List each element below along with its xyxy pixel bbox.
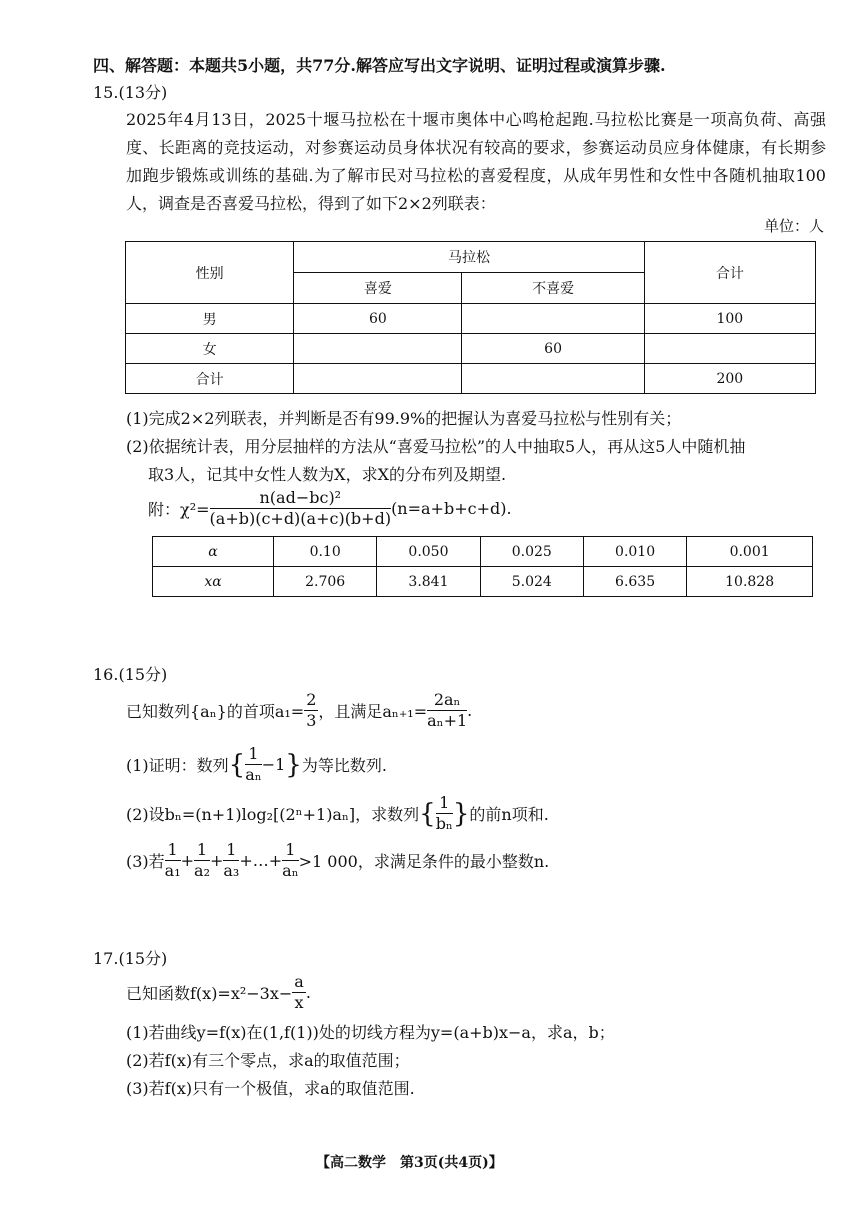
cell-dislike: 60 (462, 334, 644, 364)
row-label: xα (153, 567, 274, 597)
formula-fraction (210, 488, 392, 529)
cell-like: 60 (294, 304, 462, 334)
frac-den: a₂ (194, 861, 210, 880)
th-total: 合计 (644, 242, 815, 304)
q16-part1 (126, 744, 387, 785)
frac (165, 840, 181, 881)
frac-den: aₙ (245, 765, 262, 784)
frac-num: 1 (165, 840, 181, 861)
part-text: + (209, 851, 224, 870)
cell-total (644, 334, 815, 364)
part-text: −1 (261, 755, 286, 774)
part-text: (3)若 (126, 852, 165, 871)
q15-intro: 2025年4月13日，2025十堰马拉松在十堰市奥体中心鸣枪起跑.马拉松比赛是一项高负荷、高强度、长距离的竞技运动，对参赛运动员身体状况有较高的要求，参赛运动员应身体健康，有长期参加跑步锻炼或训练的基础.为了解市民对马拉松的喜爱程度，从成年男性和女性中各随机抽取100人，调查是否喜爱马拉松，得到了如下2×2列联表： (126, 110, 826, 213)
left-brace: { (419, 798, 436, 829)
frac-num: 1 (282, 840, 298, 861)
part-text: (1)证明：数列 (126, 756, 229, 775)
part-text: >1 000，求满足条件的最小整数n. (298, 852, 550, 871)
q16-stem-text: ，且满足aₙ₊₁= (318, 702, 428, 721)
table-cell: 0.10 (274, 537, 377, 567)
frac-num: 1 (223, 840, 239, 861)
th-like: 喜爱 (294, 273, 462, 304)
cell-like (294, 364, 462, 394)
frac-den: aₙ (282, 861, 299, 880)
q17-part2: (2)若f(x)有三个零点，求a的取值范围； (126, 1051, 410, 1070)
th-marathon: 马拉松 (294, 242, 644, 273)
table-cell: 0.050 (377, 537, 480, 567)
contingency-table (125, 241, 816, 394)
table-row (126, 364, 816, 394)
row-label: 合计 (126, 364, 294, 394)
table-row (153, 567, 813, 597)
frac (282, 840, 298, 881)
row-label: α (153, 537, 274, 567)
table-cell: 2.706 (274, 567, 377, 597)
table-row (153, 537, 813, 567)
right-brace: } (452, 798, 470, 829)
frac (292, 972, 306, 1013)
q15-part2-line1: (2)依据统计表，用分层抽样的方法从“喜爱马拉松”的人中抽取5人，再从这5人中随机抽 (126, 437, 746, 456)
frac (436, 793, 453, 834)
cell-dislike (462, 304, 644, 334)
part-text: 为等比数列. (301, 756, 387, 775)
chi-square-formula (148, 488, 512, 529)
part-text: (2)设bₙ=(n+1)log₂[(2ⁿ+1)aₙ]，求数列 (126, 805, 420, 824)
q17-part3: (3)若f(x)只有一个极值，求a的取值范围. (126, 1079, 415, 1098)
row-label: 女 (126, 334, 294, 364)
table-cell: 0.025 (480, 537, 583, 567)
part-text: 的前n项和. (469, 805, 549, 824)
critical-value-table (152, 536, 813, 597)
cell-total: 200 (644, 364, 815, 394)
part-text: + (180, 851, 195, 870)
q16-stem-text: 已知数列{aₙ}的首项a₁= (126, 702, 305, 721)
q16-part2 (126, 793, 549, 834)
q17-stem-text: 已知函数f(x)=x²−3x− (126, 984, 293, 1003)
q17-header: 17.(15分) (93, 949, 168, 968)
section-heading: 四、解答题：本题共5小题，共77分.解答应写出文字说明、证明过程或演算步骤. (93, 56, 666, 75)
table-cell: 0.010 (583, 537, 686, 567)
q15-header: 15.(13分) (93, 83, 168, 102)
formula-prefix: 附：χ²= (148, 500, 210, 519)
table-row (126, 304, 816, 334)
q17-part1: (1)若曲线y=f(x)在(1,f(1))处的切线方程为y=(a+b)x−a，求a，b； (126, 1023, 615, 1042)
cell-like (294, 334, 462, 364)
frac (223, 840, 239, 881)
table-cell: 0.001 (687, 537, 813, 567)
frac-den: bₙ (435, 814, 453, 833)
th-gender: 性别 (126, 242, 294, 304)
frac (194, 840, 210, 881)
frac-den: a₁ (164, 861, 181, 880)
right-brace: } (285, 749, 302, 780)
recurrence-fraction (427, 690, 467, 731)
frac-num: a (294, 972, 304, 991)
table-cell: 3.841 (377, 567, 480, 597)
table-cell: 5.024 (480, 567, 583, 597)
row-label: 男 (126, 304, 294, 334)
frac (245, 744, 261, 785)
q17-stem (126, 972, 311, 1013)
frac-num: 2aₙ (427, 690, 467, 711)
frac-den: aₙ+1 (427, 711, 468, 730)
formula-den: (a+b)(c+d)(a+c)(b+d) (209, 509, 392, 528)
q16-part3 (126, 840, 549, 881)
frac-den: a₃ (223, 861, 240, 880)
formula-num: n(ad−bc)² (210, 488, 392, 509)
table-cell: 10.828 (687, 567, 813, 597)
frac-num: 2 (306, 690, 317, 709)
q15-unit: 单位：人 (764, 217, 825, 235)
frac-den: x (294, 993, 304, 1012)
q16-header: 16.(15分) (93, 665, 168, 684)
q15-part2-line2: 取3人，记其中女性人数为X，求X的分布列及期望. (148, 465, 507, 484)
formula-suffix: (n=a+b+c+d). (391, 499, 512, 518)
cell-total: 100 (644, 304, 815, 334)
table-cell: 6.635 (583, 567, 686, 597)
frac-num: 1 (436, 793, 453, 814)
table-row (126, 334, 816, 364)
frac-den: 3 (306, 711, 317, 730)
a1-fraction (304, 690, 318, 731)
q16-stem-text: . (467, 701, 473, 720)
part-text: +…+ (239, 851, 283, 870)
q16-stem (126, 690, 472, 731)
frac-num: 1 (194, 840, 210, 861)
frac-num: 1 (245, 744, 261, 765)
page-footer: 【高二数学 第3页(共4页)】 (316, 1155, 503, 1171)
q17-stem-text: . (305, 983, 311, 1002)
q15-part1: (1)完成2×2列联表，并判断是否有99.9%的把握认为喜爱马拉松与性别有关； (126, 409, 682, 428)
left-brace: { (228, 749, 246, 780)
th-dislike: 不喜爱 (462, 273, 644, 304)
cell-dislike (462, 364, 644, 394)
